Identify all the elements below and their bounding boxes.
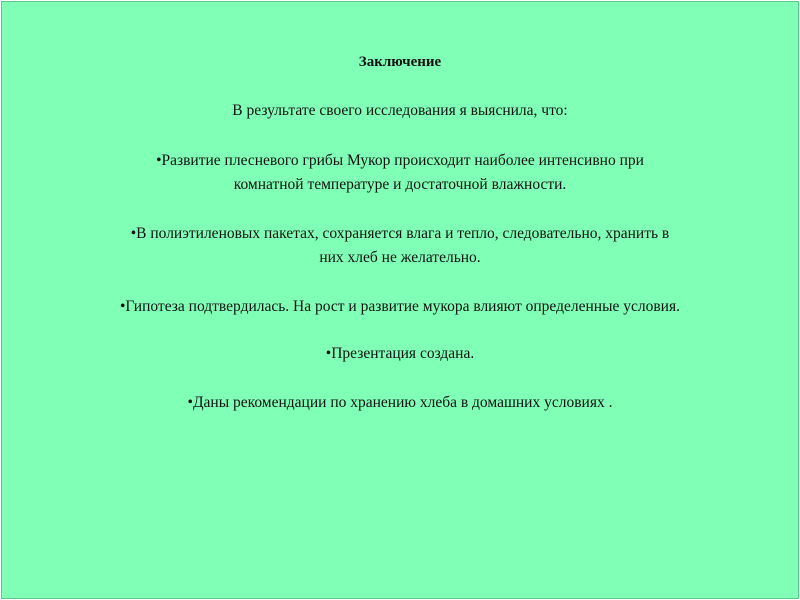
bullet-1-line-2: комнатной температуре и достаточной влажности. xyxy=(233,176,567,193)
intro-text: В результате своего исследования я выяснила, что: xyxy=(232,102,568,119)
bullet-4: •Презентация создана. xyxy=(325,345,475,362)
bullet-2-line-1: •В полиэтиленовых пакетах, сохраняется влага и тепло, следовательно, хранить в xyxy=(130,225,670,242)
bullet-1-line-1: •Развитие плесневого грибы Мукор происходит наиболее интенсивно при xyxy=(156,152,644,169)
bullet-5: •Даны рекомендации по хранению хлеба в домашних условиях . xyxy=(187,394,613,411)
slide xyxy=(1,1,799,599)
bullet-2-line-2: них хлеб не желательно. xyxy=(319,249,481,266)
bullet-3: •Гипотеза подтвердилась. На рост и развитие мукора влияют определенные условия. xyxy=(120,298,680,315)
slide-title: Заключение xyxy=(358,54,442,70)
